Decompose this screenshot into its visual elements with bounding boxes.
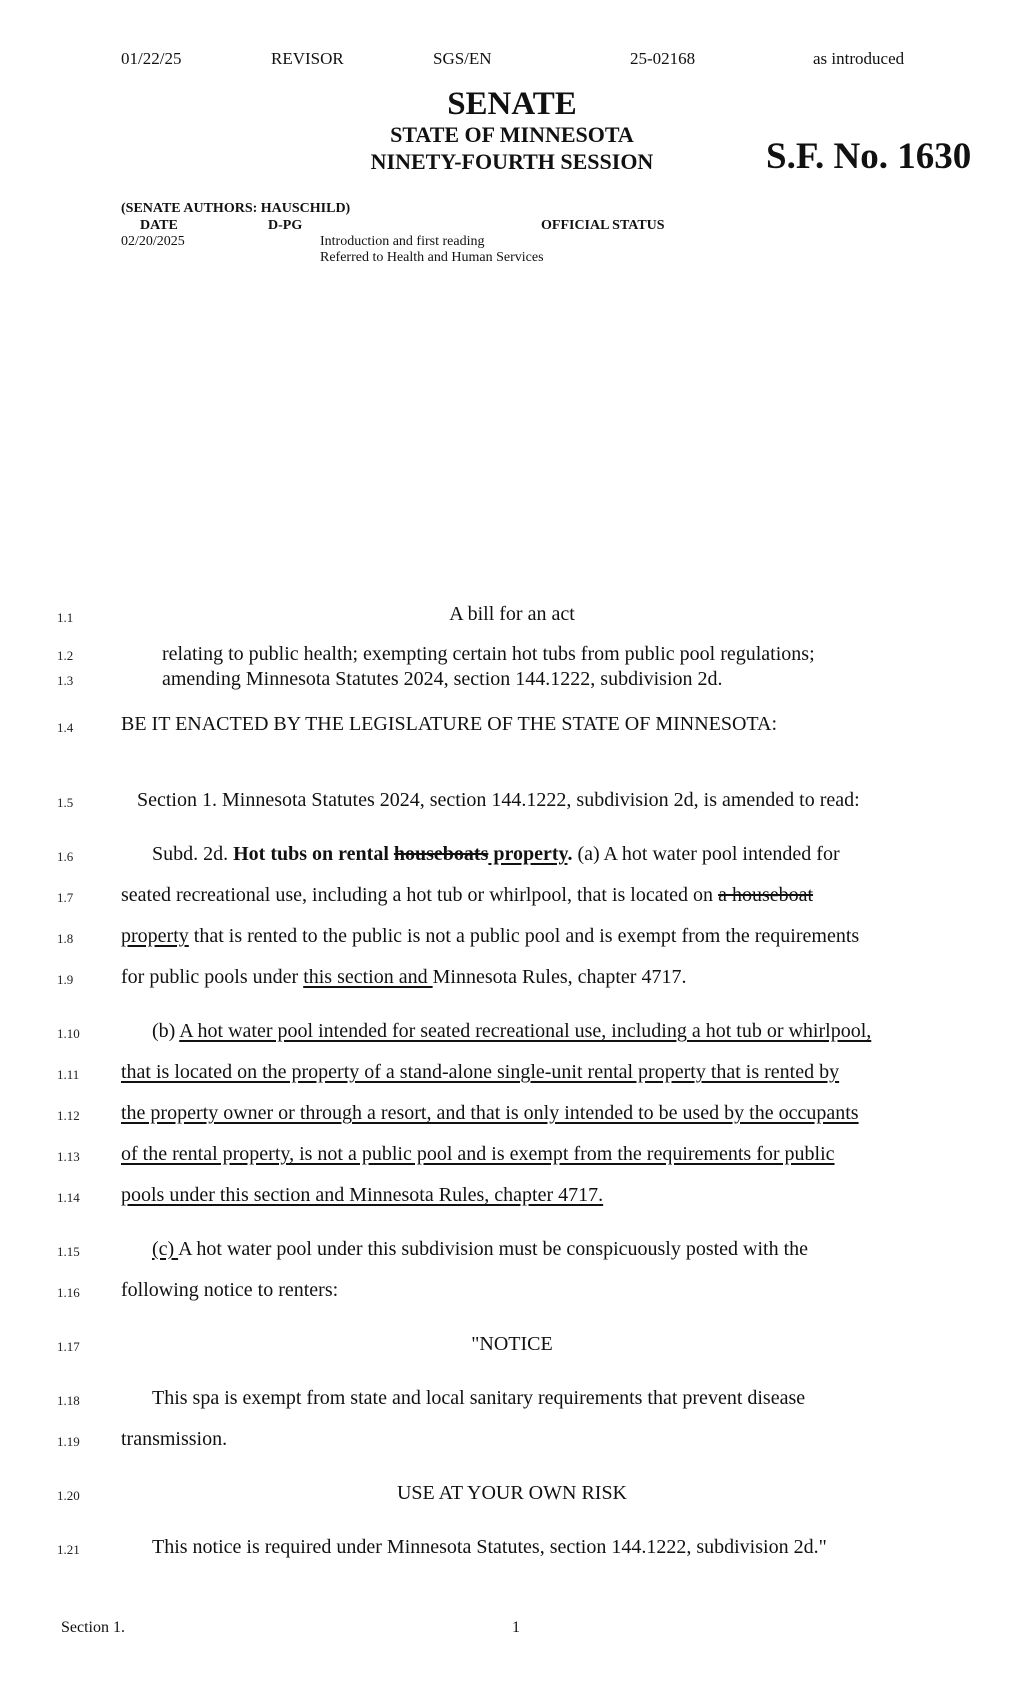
inserted-text: pools under this section and Minnesota Rules, chapter 4717. [121, 1184, 604, 1206]
inserted-text: property [121, 925, 189, 947]
line-number: 1.1 [57, 610, 74, 625]
header-office: REVISOR [271, 49, 344, 68]
body-text: Minnesota Rules, chapter 4717. [432, 966, 687, 988]
header-status: as introduced [813, 49, 905, 68]
page-number: 1 [512, 1619, 520, 1636]
title-line-2: amending Minnesota Statutes 2024, section 144.1222, subdivision 2d. [162, 668, 723, 690]
line-number: 1.15 [57, 1244, 80, 1259]
line-number: 1.14 [57, 1190, 80, 1205]
struck-text: a houseboat [718, 884, 814, 906]
subd-heading-line [152, 843, 840, 866]
line-number: 1.2 [57, 648, 74, 663]
inserted-text: the property owner or through a resort, and that is only intended to be used by the occupants [121, 1102, 859, 1124]
status-entry-2: Referred to Health and Human Services [320, 250, 544, 265]
status-entry-date: 02/20/2025 [121, 234, 185, 249]
enacting-clause: BE IT ENACTED BY THE LEGISLATURE OF THE STATE OF MINNESOTA: [121, 713, 778, 735]
body-line [121, 925, 859, 948]
para-a-start: (a) A hot water pool intended for [572, 843, 840, 865]
body-line: This notice is required under Minnesota Statutes, section 144.1222, subdivision 2d." [152, 1536, 827, 1558]
struck-text: houseboats [393, 843, 489, 865]
line-number: 1.3 [57, 673, 74, 688]
subd-title-period: . [567, 843, 573, 865]
line-number: 1.19 [57, 1434, 80, 1449]
line-number: 1.7 [57, 890, 74, 905]
chamber-title: SENATE [447, 86, 577, 122]
body-line [121, 884, 813, 907]
body-line [152, 1020, 871, 1043]
line-number: 1.6 [57, 849, 74, 864]
footer-section: Section 1. [61, 1619, 125, 1636]
inserted-text: this section and [303, 966, 433, 988]
line-number: 1.9 [57, 972, 74, 987]
notice-heading: "NOTICE [471, 1333, 553, 1355]
notice-warning: USE AT YOUR OWN RISK [396, 1482, 628, 1504]
line-number: 1.12 [57, 1108, 80, 1123]
line-number: 1.18 [57, 1393, 80, 1408]
col-date-label: DATE [140, 218, 178, 233]
inserted-text: A hot water pool intended for seated recreational use, including a hot tub or whirlpool, [179, 1020, 872, 1042]
line-number: 1.5 [57, 795, 74, 810]
session-title: NINETY-FOURTH SESSION [370, 149, 654, 174]
body-text: for public pools under [121, 966, 304, 988]
body-text: seated recreational use, including a hot tub or whirlpool, that is located on [121, 884, 719, 906]
body-text: A hot water pool under this subdivision must be conspicuously posted with the [178, 1238, 809, 1260]
line-number: 1.17 [57, 1339, 80, 1354]
line-number: 1.11 [57, 1067, 80, 1082]
line-number: 1.16 [57, 1285, 80, 1300]
section-heading: Section 1. Minnesota Statutes 2024, section 144.1222, subdivision 2d, is amended to read: [137, 789, 860, 811]
senate-authors: (SENATE AUTHORS: HAUSCHILD) [121, 201, 351, 216]
col-status-label: OFFICIAL STATUS [541, 218, 665, 233]
status-entry-1: Introduction and first reading [320, 234, 485, 249]
inserted-text: (c) [152, 1238, 179, 1260]
subd-title: Hot tubs on rental [233, 843, 394, 865]
inserted-text: property [488, 843, 568, 865]
header-initials: SGS/EN [433, 49, 492, 68]
line-number: 1.21 [57, 1542, 80, 1557]
line-number: 1.10 [57, 1026, 80, 1041]
line-number: 1.8 [57, 931, 74, 946]
body-line: This spa is exempt from state and local sanitary requirements that prevent disease [152, 1387, 806, 1409]
header-doc-code: 25-02168 [630, 49, 696, 68]
inserted-text: that is located on the property of a stand-alone single-unit rental property that is rented by [121, 1061, 840, 1083]
para-b-label: (b) [152, 1020, 180, 1042]
subd-number: Subd. 2d. [152, 843, 234, 865]
title-line-1: relating to public health; exempting certain hot tubs from public pool regulations; [162, 643, 815, 665]
col-dpg-label: D-PG [268, 218, 303, 233]
bill-number: S.F. No. 1630 [766, 136, 972, 177]
body-line: following notice to renters: [121, 1279, 339, 1301]
body-line [152, 1238, 808, 1261]
bill-for-an-act: A bill for an act [449, 603, 575, 625]
line-number: 1.4 [57, 720, 74, 735]
inserted-text: of the rental property, is not a public pool and is exempt from the requirements for public [121, 1143, 835, 1165]
state-title: STATE OF MINNESOTA [390, 122, 634, 147]
body-text: that is rented to the public is not a public pool and is exempt from the requirements [188, 925, 860, 947]
body-line [121, 966, 686, 989]
body-line: transmission. [121, 1428, 228, 1450]
header-date: 01/22/25 [121, 49, 182, 68]
line-number: 1.20 [57, 1488, 80, 1503]
line-number: 1.13 [57, 1149, 80, 1164]
